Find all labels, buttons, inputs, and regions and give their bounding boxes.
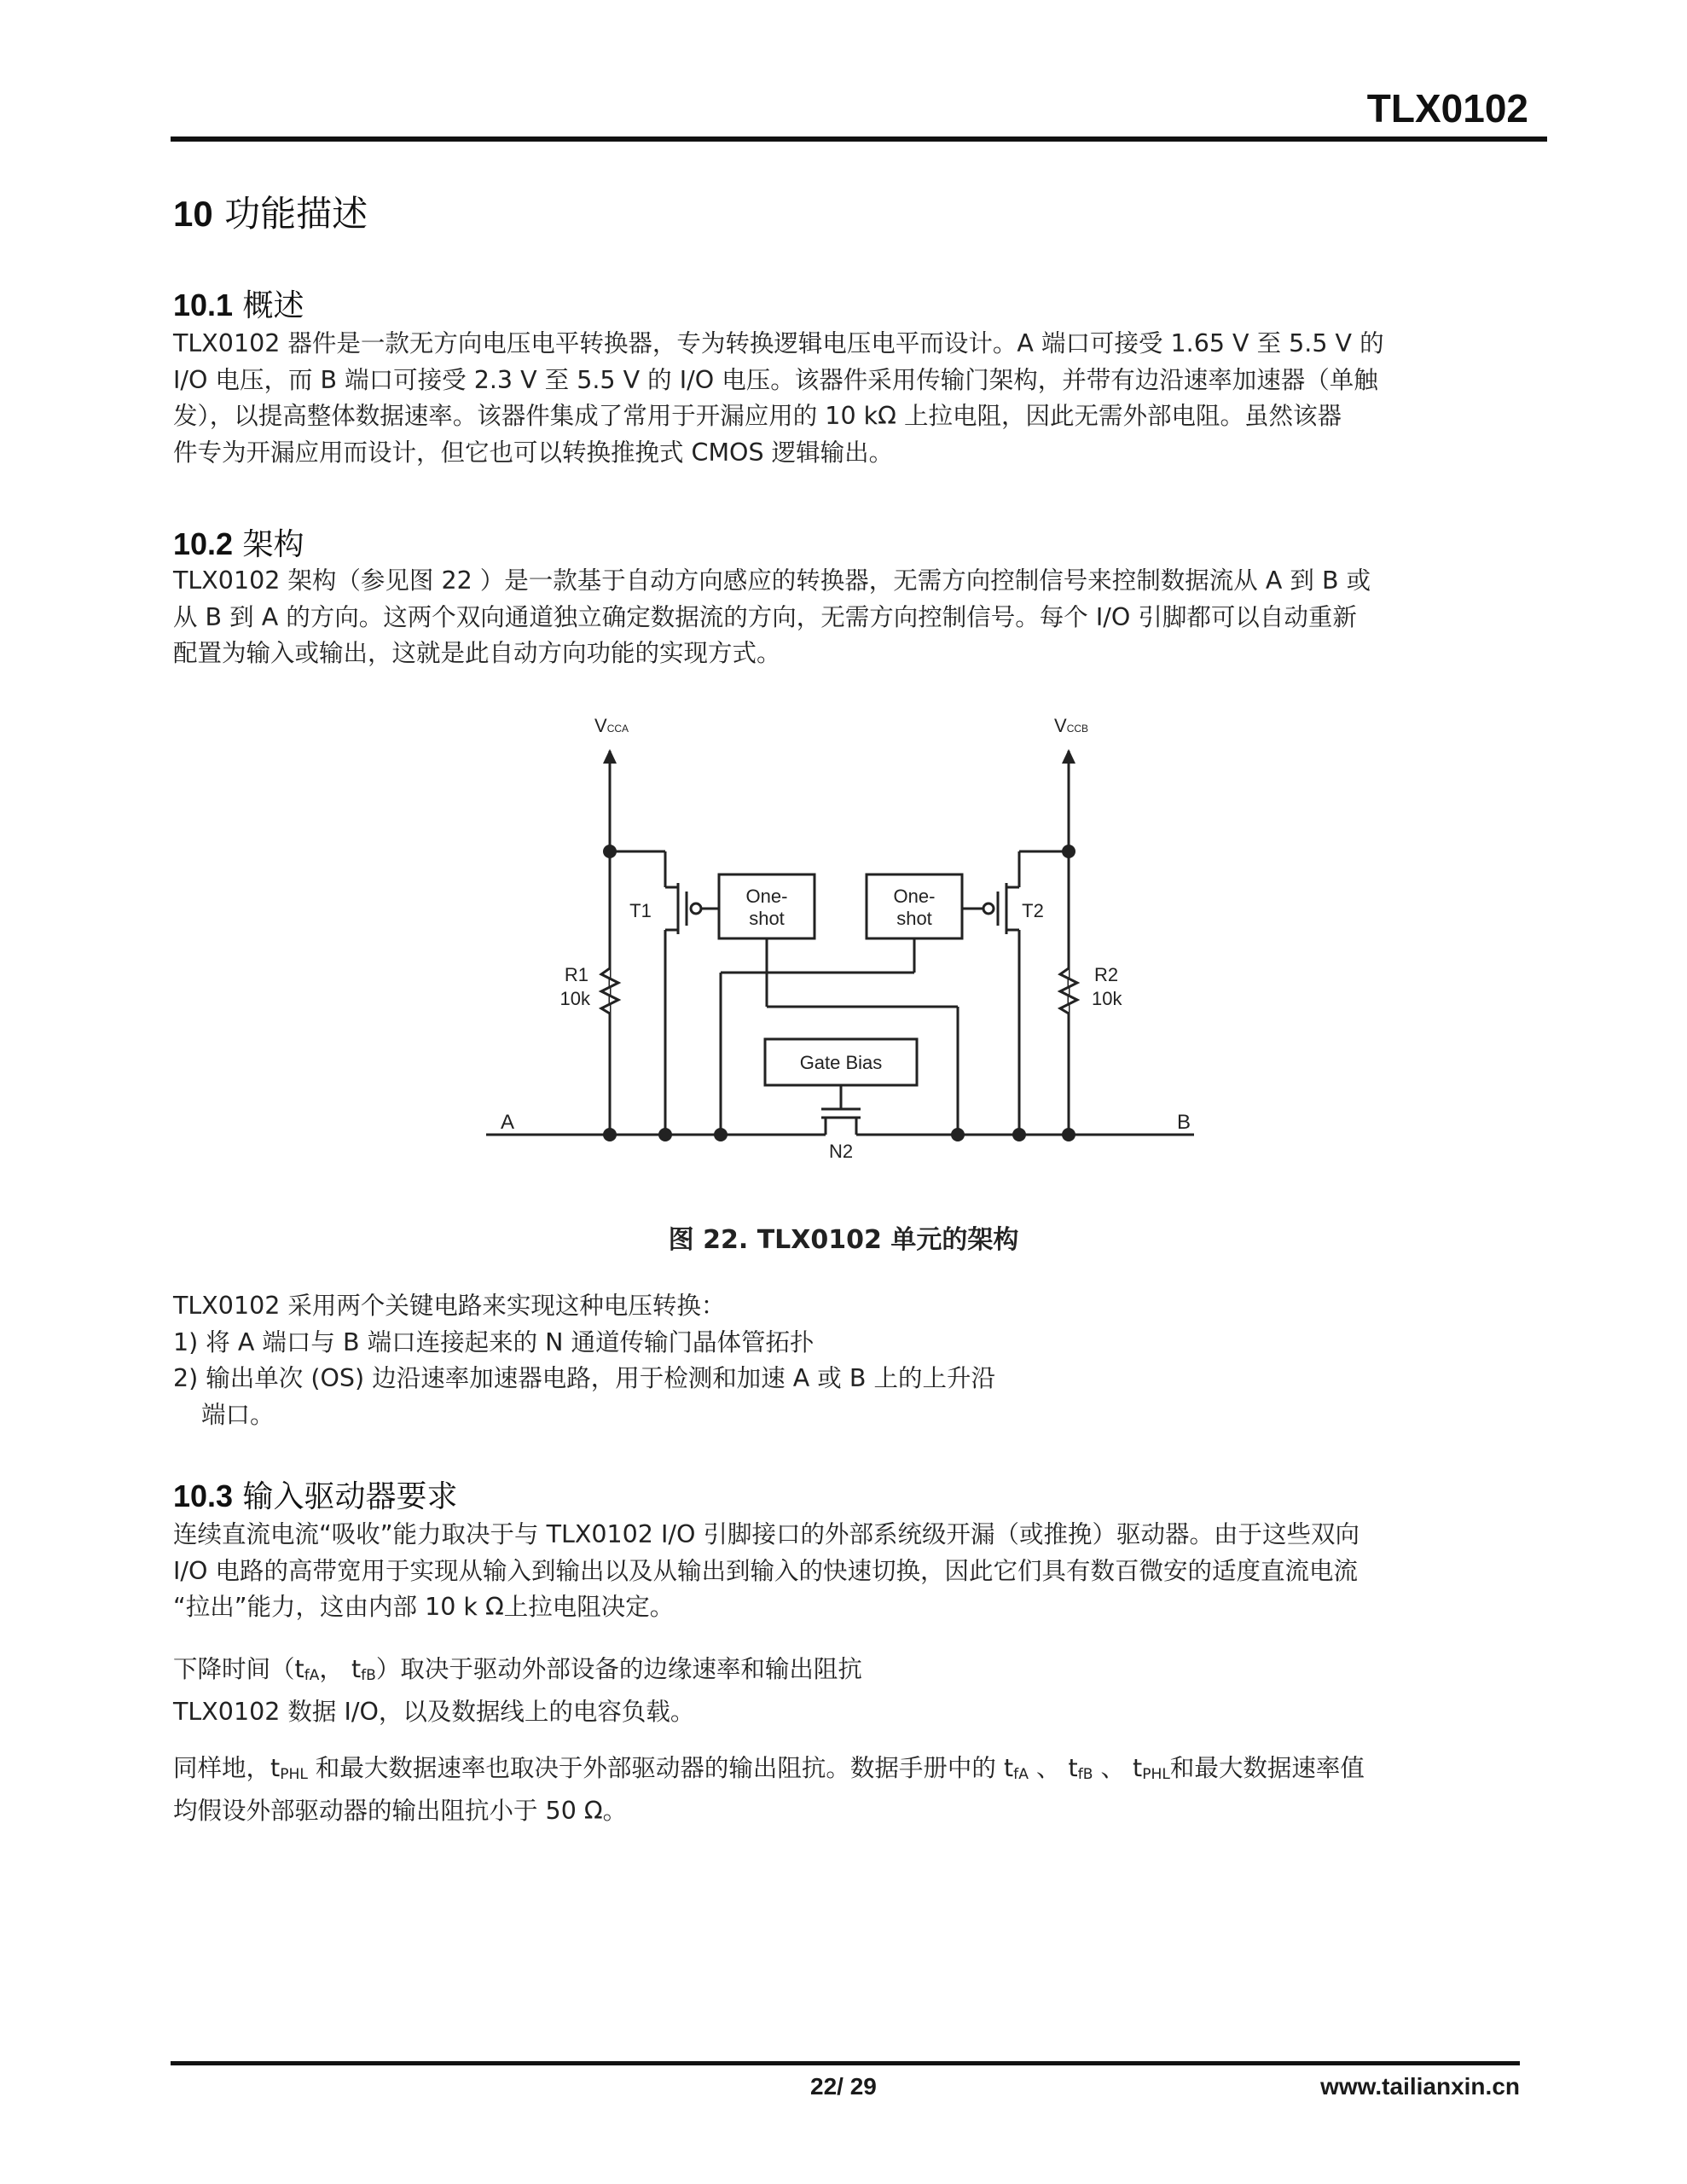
text-line: TLX0102 架构（参见图 22 ）是一款基于自动方向感应的转换器，无需方向控制信号来控制数据流从 A 到 B 或 <box>173 566 1371 595</box>
text-line: TLX0102 器件是一款无方向电压电平转换器，专为转换逻辑电压电平而设计。A 端口可接受 1.65 V 至 5.5 V 的 <box>173 329 1384 357</box>
text-line: 连续直流电流“吸收”能力取决于与 TLX0102 I/O 引脚接口的外部系统级开漏（或推挽）驱动器。由于这些双向 <box>173 1520 1359 1548</box>
section-title: 概述 <box>242 288 304 323</box>
text-line: 件专为开漏应用而设计，但它也可以转换推挽式 CMOS 逻辑输出。 <box>173 438 894 467</box>
oneshot-a-label-top: One- <box>745 886 788 907</box>
text-line: I/O 电路的高带宽用于实现从输入到输出以及从输出到输入的快速切换，因此它们具有数百微安的适度直流电流 <box>173 1556 1359 1585</box>
input-driver-paragraph <box>173 1517 1521 1626</box>
section-number: 10.1 <box>173 288 234 322</box>
text-line: 下降时间（$t_{fA}$， $t_{fB}$）取决于驱动外部设备的边缘速率和输出阻抗 <box>173 1655 862 1684</box>
list-item-continuation: 端口。 <box>201 1400 275 1429</box>
text-line: 从 B 到 A 的方向。这两个双向通道独立确定数据流的方向，无需方向控制信号。每个 I/O 引脚都可以自动重新 <box>173 602 1357 631</box>
gate-bias-label: Gate Bias <box>799 1052 883 1073</box>
text-line: 发），以提高整体数据速率。该器件集成了常用于开漏应用的 10 kΩ 上拉电阻，因此无需外部电阻。虽然该器 <box>173 402 1342 430</box>
text-line: TLX0102 采用两个关键电路来实现这种电压转换： <box>173 1292 726 1320</box>
t1-label: T1 <box>629 900 652 921</box>
section-heading-10-3 <box>173 1472 458 1516</box>
text-line: TLX0102 数据 I/O，以及数据线上的电容负载。 <box>173 1697 695 1726</box>
text-line: 配置为输入或输出，这就是此自动方向功能的实现方式。 <box>173 639 781 667</box>
port-b-label: B <box>1177 1111 1191 1134</box>
fall-time-paragraph <box>173 1652 1521 1730</box>
architecture-list <box>173 1288 1521 1433</box>
r1-label: R1 <box>564 964 588 985</box>
oneshot-b-label-top: One- <box>893 886 936 907</box>
website-link[interactable]: www.tailianxin.cn <box>1320 2073 1520 2100</box>
footer-rule <box>171 2061 1520 2065</box>
oneshot-a-label-bottom: shot <box>749 908 785 929</box>
section-title: 架构 <box>242 527 304 562</box>
oneshot-b-label-bottom: shot <box>896 908 932 929</box>
r2-value: 10k <box>1092 988 1122 1009</box>
text-line: I/O 电压，而 B 端口可接受 2.3 V 至 5.5 V 的 I/O 电压。该器件采用传输门架构，并带有边沿速率加速器（单触 <box>173 365 1378 394</box>
port-a-label: A <box>501 1111 515 1134</box>
r1-value: 10k <box>559 988 590 1009</box>
document-title: TLX0102 <box>1366 86 1528 131</box>
r2-label: R2 <box>1094 964 1119 985</box>
figure-caption: 图 22. TLX0102 单元的架构 <box>668 1225 1019 1255</box>
section-number: 10 <box>173 194 213 234</box>
section-title: 功能描述 <box>224 193 368 235</box>
n2-label: N2 <box>828 1141 854 1162</box>
list-item: 1) 将 A 端口与 B 端口连接起来的 N 通道传输门晶体管拓扑 <box>173 1327 815 1356</box>
text-line: 均假设外部驱动器的输出阻抗小于 50 Ω。 <box>173 1796 628 1825</box>
text-line: “拉出”能力，这由内部 10 k Ω上拉电阻决定。 <box>173 1593 675 1621</box>
text-line: 同样地，$t_{PHL}$ 和最大数据速率也取决于外部驱动器的输出阻抗。数据手册中的 $t_{fA}$ 、 $t_{fB}$ 、 $t_{PHL}$和最大数据速率值 <box>173 1754 1365 1783</box>
vcca-label: VCCA <box>594 715 629 736</box>
page-number: 22/ 29 <box>810 2073 877 2100</box>
list-item: 2) 输出单次 (OS) 边沿速率加速器电路，用于检测和加速 A 或 B 上的上升沿 <box>173 1364 995 1392</box>
t2-label: T2 <box>1022 900 1044 921</box>
section-number: 10.3 <box>173 1478 234 1513</box>
vccb-label: VCCB <box>1054 715 1089 736</box>
data-rate-paragraph <box>173 1751 1521 1829</box>
section-title: 输入驱动器要求 <box>242 1479 458 1514</box>
section-number: 10.2 <box>173 526 234 561</box>
